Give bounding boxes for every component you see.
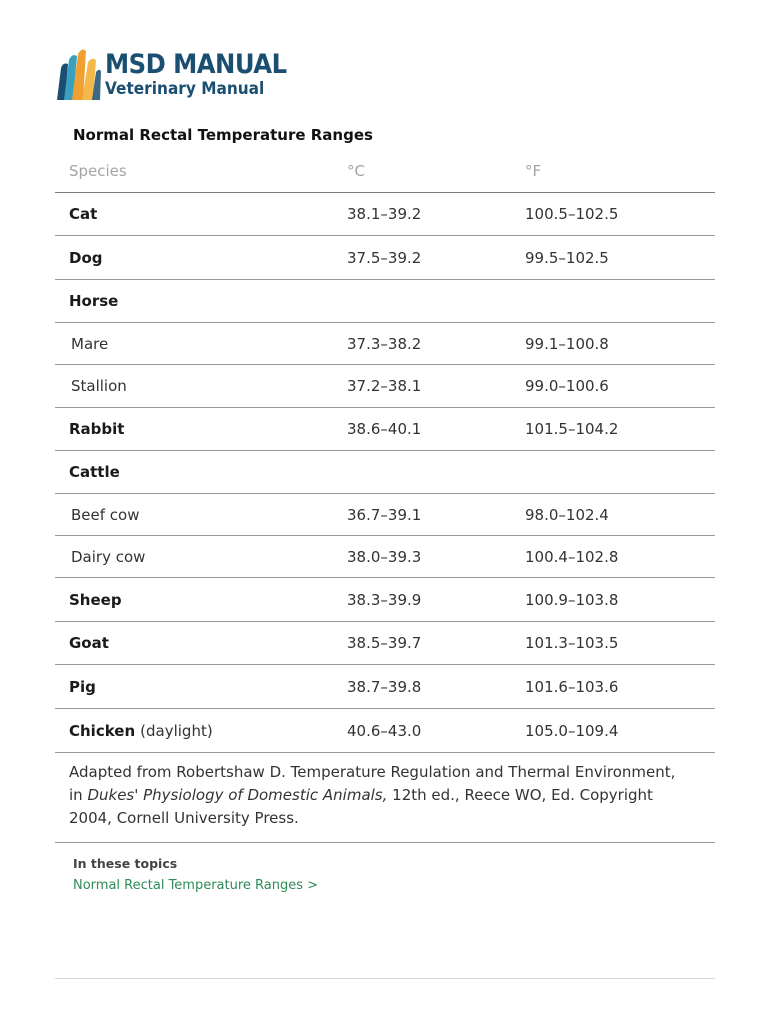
species-cell xyxy=(71,335,108,353)
table-row xyxy=(55,236,715,280)
footnote-book-title: Dukes' Physiology of Domestic Animals, xyxy=(87,786,388,804)
table-row xyxy=(55,280,715,323)
celsius-cell: 38.6–40.1 xyxy=(347,420,422,438)
species-name: Pig xyxy=(69,677,96,696)
bottom-divider xyxy=(55,978,715,979)
msd-logo-mark-icon xyxy=(55,48,103,102)
table-row xyxy=(55,665,715,709)
species-cell xyxy=(69,249,103,267)
species-name: Mare xyxy=(71,334,109,353)
celsius-cell: 38.5–39.7 xyxy=(347,634,422,652)
fahrenheit-cell: 101.5–104.2 xyxy=(525,420,619,438)
table-row xyxy=(55,578,715,622)
species-name: Goat xyxy=(69,634,109,652)
species-name: Cattle xyxy=(69,463,120,481)
species-name: Chicken xyxy=(69,721,136,740)
footnote-text-2: 12th ed., Reece WO, Ed. Copyright 2004, Cornell University Press. xyxy=(69,786,653,827)
species-cell xyxy=(69,205,97,223)
fahrenheit-cell: 99.0–100.6 xyxy=(525,377,609,395)
table-row xyxy=(55,622,715,665)
table-row xyxy=(55,408,715,451)
species-name: Sheep xyxy=(69,590,122,609)
table-footnote xyxy=(69,761,689,830)
species-cell xyxy=(69,678,96,696)
fahrenheit-cell: 101.3–103.5 xyxy=(525,634,619,652)
species-name: Rabbit xyxy=(69,420,125,438)
table-row xyxy=(55,193,715,236)
celsius-cell: 37.3–38.2 xyxy=(347,334,422,353)
celsius-cell: 38.3–39.9 xyxy=(347,590,422,609)
footnote-text-1: Adapted from Robertshaw D. Temperature Regulation and Thermal Environment, in xyxy=(69,763,676,804)
brand-subtitle: Veterinary Manual xyxy=(105,79,265,98)
footnote-divider xyxy=(55,842,715,843)
species-cell xyxy=(71,377,127,395)
brand-title: MSD MANUAL xyxy=(105,49,287,80)
celsius-cell: 38.0–39.3 xyxy=(347,547,422,566)
table-row xyxy=(55,536,715,578)
temperature-table xyxy=(55,150,715,753)
celsius-cell: 36.7–39.1 xyxy=(347,505,422,524)
fahrenheit-cell: 101.6–103.6 xyxy=(525,677,619,696)
fahrenheit-cell: 105.0–109.4 xyxy=(525,721,619,740)
table-body xyxy=(55,193,715,753)
celsius-cell: 38.7–39.8 xyxy=(347,677,422,696)
header-fahrenheit: °F xyxy=(525,162,542,180)
species-cell xyxy=(69,420,124,438)
species-name: Stallion xyxy=(71,377,127,395)
fahrenheit-cell: 100.4–102.8 xyxy=(525,547,619,566)
fahrenheit-cell: 100.5–102.5 xyxy=(525,205,619,223)
fahrenheit-cell: 99.1–100.8 xyxy=(525,334,609,353)
species-cell xyxy=(71,548,145,566)
species-name: Horse xyxy=(69,292,119,310)
species-name: Dog xyxy=(69,248,103,267)
table-row xyxy=(55,323,715,365)
celsius-cell: 40.6–43.0 xyxy=(347,721,422,740)
fahrenheit-cell: 98.0–102.4 xyxy=(525,505,609,524)
header-celsius: °C xyxy=(347,162,365,180)
msd-manual-logo[interactable] xyxy=(55,48,295,104)
fahrenheit-cell: 99.5–102.5 xyxy=(525,248,609,267)
species-cell xyxy=(69,463,120,481)
table-row xyxy=(55,709,715,753)
species-name: Dairy cow xyxy=(71,547,146,566)
species-cell xyxy=(69,722,213,740)
species-name: Beef cow xyxy=(71,505,140,524)
celsius-cell: 37.2–38.1 xyxy=(347,377,422,395)
species-note: (daylight) xyxy=(140,721,213,740)
header-species: Species xyxy=(69,162,127,180)
celsius-cell: 37.5–39.2 xyxy=(347,248,422,267)
species-cell xyxy=(69,591,122,609)
species-cell xyxy=(69,634,109,652)
species-name: Cat xyxy=(69,205,98,223)
celsius-cell: 38.1–39.2 xyxy=(347,205,422,223)
species-cell xyxy=(69,292,118,310)
table-row xyxy=(55,494,715,536)
table-row xyxy=(55,451,715,494)
table-header-row xyxy=(55,150,715,193)
topic-link[interactable]: Normal Rectal Temperature Ranges > xyxy=(73,878,319,893)
species-cell xyxy=(71,506,140,524)
topics-heading: In these topics xyxy=(73,856,178,871)
table-title: Normal Rectal Temperature Ranges xyxy=(73,126,373,144)
fahrenheit-cell: 100.9–103.8 xyxy=(525,590,619,609)
table-row xyxy=(55,365,715,408)
